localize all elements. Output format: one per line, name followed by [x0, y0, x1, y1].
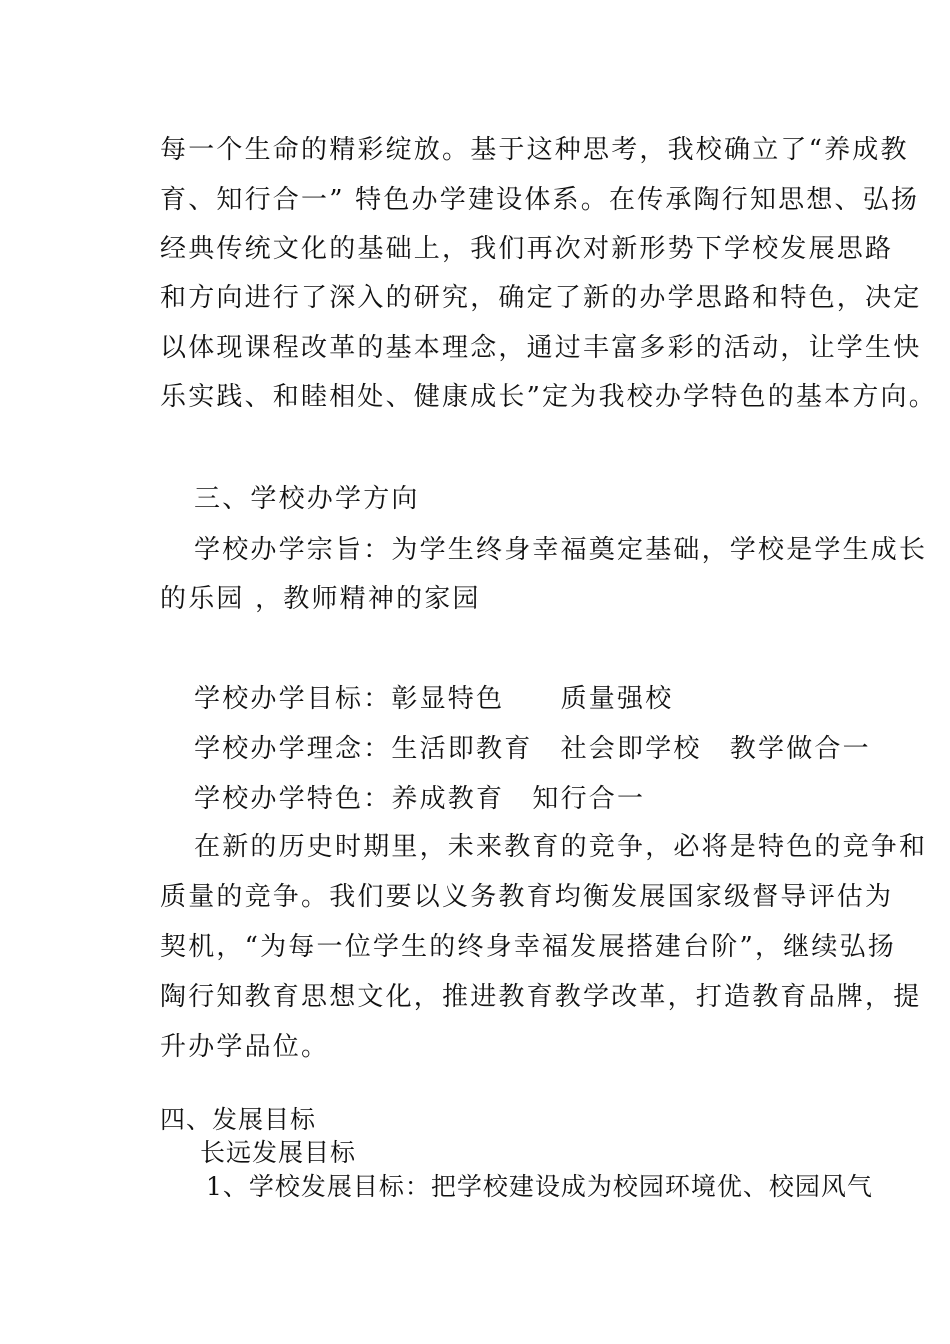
section-heading: 三、学校办学方向 [194, 484, 420, 514]
feature-line: 学校办学特色：养成教育 知行合一 [194, 784, 646, 814]
paragraph-line: 质量的竞争。我们要以义务教育均衡发展国家级督导评估为 [160, 882, 894, 912]
purpose-line: 学校办学宗旨：为学生终身幸福奠定基础，学校是学生成长 [194, 535, 928, 565]
subheading: 长远发展目标 [200, 1138, 357, 1167]
paragraph-line: 升办学品位。 [160, 1032, 330, 1062]
paragraph-line: 乐实践、和睦相处、健康成长”定为我校办学特色的基本方向。 [160, 382, 937, 412]
philosophy-line: 学校办学理念：生活即教育 社会即学校 教学做合一 [194, 734, 871, 764]
paragraph-line: 契机，“为每一位学生的终身幸福发展搭建台阶”，继续弘扬 [160, 932, 896, 962]
paragraph-line: 在新的历史时期里，未来教育的竞争，必将是特色的竞争和 [194, 832, 928, 862]
list-item: 1、学校发展目标：把学校建设成为校园环境优、校园风气 [206, 1172, 873, 1201]
paragraph-line: 经典传统文化的基础上，我们再次对新形势下学校发展思路 [160, 234, 894, 264]
paragraph-line: 和方向进行了深入的研究，确定了新的办学思路和特色，决定 [160, 283, 922, 313]
paragraph-line: 以体现课程改革的基本理念，通过丰富多彩的活动，让学生快 [160, 333, 922, 363]
paragraph-line: 育、知行合一” 特色办学建设体系。在传承陶行知思想、弘扬 [160, 185, 920, 215]
paragraph-line: 陶行知教育思想文化，推进教育教学改革，打造教育品牌，提 [160, 982, 922, 1012]
paragraph-line: 每一个生命的精彩绽放。基于这种思考，我校确立了“养成教 [160, 135, 909, 165]
section-heading: 四、发展目标 [160, 1105, 317, 1134]
purpose-line: 的乐园 ，教师精神的家园 [160, 584, 481, 614]
goal-line: 学校办学目标：彰显特色 质量强校 [194, 684, 674, 714]
